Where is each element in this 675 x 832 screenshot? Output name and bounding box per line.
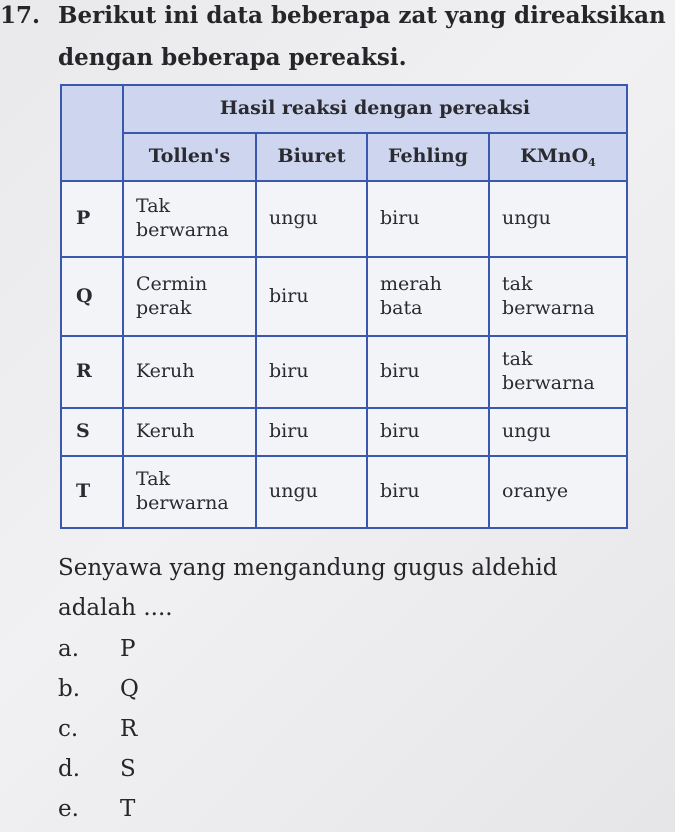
table-cell: biru [367, 408, 489, 456]
option-c[interactable] [58, 716, 137, 742]
table-cell: Keruh [123, 336, 256, 408]
option-letter: c. [58, 716, 79, 742]
table-row [61, 408, 627, 456]
table-cell: biru [367, 336, 489, 408]
table-cell: ungu [489, 408, 627, 456]
question-stem-line-2: adalah .... [58, 595, 173, 621]
table-cell: Tak berwarna [123, 181, 256, 257]
reaction-table [60, 84, 628, 529]
option-value: P [120, 636, 136, 662]
option-value: R [120, 716, 138, 742]
option-letter: b. [58, 676, 81, 702]
table-cell: ungu [489, 181, 627, 257]
table-cell: Cermin perak [123, 257, 256, 336]
row-label-t: T [61, 456, 123, 528]
option-b[interactable] [58, 676, 139, 702]
table-cell: tak berwarna [489, 257, 627, 336]
column-header-fehling: Fehling [367, 133, 489, 181]
question-text-line-1: Berikut ini data beberapa zat yang direaksikan [58, 2, 666, 29]
option-value: T [120, 796, 136, 822]
table-row [61, 336, 627, 408]
table-cell: biru [256, 408, 367, 456]
table-row [61, 257, 627, 336]
option-e[interactable] [58, 796, 135, 822]
table-cell: oranye [489, 456, 627, 528]
question-stem-line-1: Senyawa yang mengandung gugus aldehid [58, 555, 558, 581]
option-letter: a. [58, 636, 80, 662]
column-header-biuret: Biuret [256, 133, 367, 181]
table-cell: biru [256, 336, 367, 408]
table-cell: biru [367, 181, 489, 257]
row-label-r: R [61, 336, 123, 408]
option-value: S [120, 756, 136, 782]
row-label-s: S [61, 408, 123, 456]
table-cell: Tak berwarna [123, 456, 256, 528]
table-cell: Keruh [123, 408, 256, 456]
option-letter: d. [58, 756, 81, 782]
row-label-q: Q [61, 257, 123, 336]
option-value: Q [120, 676, 139, 702]
table-row [61, 181, 627, 257]
table-cell: biru [256, 257, 367, 336]
table-cell: ungu [256, 456, 367, 528]
option-a[interactable] [58, 636, 135, 662]
table-corner-header [61, 85, 123, 181]
table-cell: tak berwarna [489, 336, 627, 408]
table-cell: ungu [256, 181, 367, 257]
question-text-line-2: dengan beberapa pereaksi. [58, 44, 407, 71]
row-label-p: P [61, 181, 123, 257]
table-cell: merah bata [367, 257, 489, 336]
column-header-kmno4 [489, 133, 627, 181]
table-group-header: Hasil reaksi dengan pereaksi [123, 85, 627, 133]
table-cell: biru [367, 456, 489, 528]
option-d[interactable] [58, 756, 136, 782]
kmno4-label: KMnO [520, 144, 589, 167]
table-row [61, 456, 627, 528]
kmno4-subscript: 4 [588, 155, 596, 169]
option-letter: e. [58, 796, 79, 822]
question-number: 17. [0, 2, 41, 29]
column-header-tollens: Tollen's [123, 133, 256, 181]
